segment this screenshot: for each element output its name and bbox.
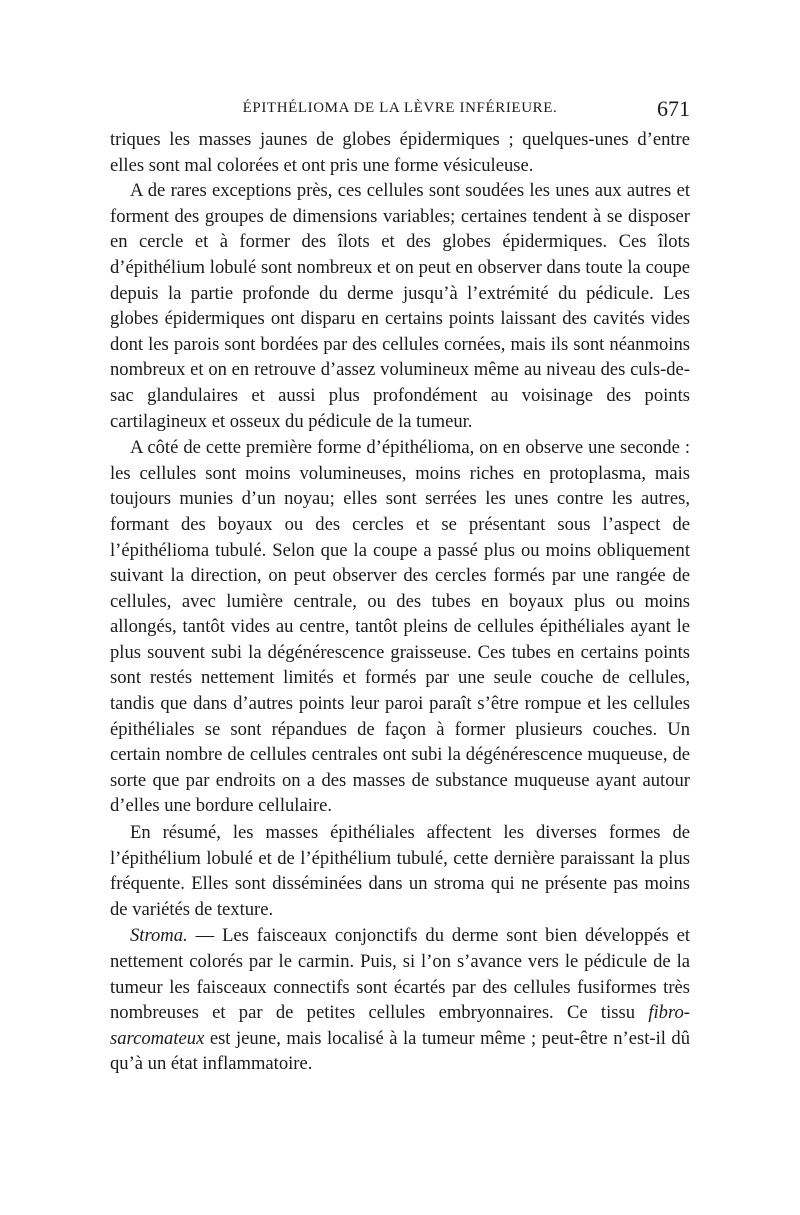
paragraph-5 — [110, 923, 690, 1077]
fibro-sarcomateux-term: fibro-sarcomateux — [110, 1002, 690, 1049]
running-head-title: ÉPITHÉLIOMA DE LA LÈVRE INFÉRIEURE. — [242, 100, 558, 116]
paragraph-5-text-a: — Les faisceaux conjonctifs du derme sont bien développés et nettement colorés par le carmin. Puis, si l’on s’avance vers le pédicule de la tumeur les faisceaux connectifs sont écartés par des cellules fusiformes très nombreuses et par de petites cellules embryonnaires. Ce tissu — [110, 925, 690, 1024]
paragraph-3: A côté de cette première forme d’épithélioma, on en observe une seconde : les cellules sont moins volumineuses, moins riches en protoplasma, mais toujours munies d’un noyau; elles sont serrées les unes contre les autres, formant des boyaux ou des cercles et se présentant sous l’aspect de l’épithélioma tubulé. Selon que la coupe a passé plus ou moins obliquement suivant la direction, on peut observer des cercles formés par une rangée de cellules, avec lumière centrale, ou des tubes en boyaux plus ou moins allongés, tantôt vides au centre, tantôt pleins de cellules épithéliales ayant le plus souvent subi la dégénérescence graisseuse. Ces tubes en certains points sont restés nettement limités et formés par une seule couche de cellules, tandis que dans d’autres points leur paroi paraît s’être rompue et les cellules épithéliales se sont répandues de façon à former plusieurs couches. Un certain nombre de cellules centrales ont subi la dégénérescence muqueuse, de sorte que par endroits on a des masses de substance muqueuse ayant autour d’elles une bordure cellulaire. — [110, 437, 690, 817]
body-text — [110, 127, 690, 1077]
page-number: 671 — [657, 96, 690, 121]
paragraph-5-text-b: est jeune, mais localisé à la tumeur même ; peut-être n’est-il dû qu’à un état inflammatoire. — [110, 1027, 690, 1075]
paragraph-1: triques les masses jaunes de globes épidermiques ; quelques-unes d’entre elles sont mal colorées et ont pris une forme vésiculeuse. — [110, 129, 690, 176]
paragraph-2: A de rares exceptions près, ces cellules sont soudées les unes aux autres et forment des groupes de dimensions variables; certaines tendent à se disposer en cercle et à former des îlots et des globes épidermiques. Ces îlots d’épithélium lobulé sont nombreux et on peut en observer dans toute la coupe depuis la partie profonde du derme jusqu’à l’extrémité du pédicule. Les globes épidermiques ont disparu en certains points laissant des cavités vides dont les parois sont bordées par des cellules cornées, mais ils sont néanmoins nombreux et on en retrouve d’assez volumineux même au niveau des culs-de-sac glandulaires et aussi plus profondément au voisinage des points cartilagineux et osseux du pédicule de la tumeur. — [110, 180, 690, 432]
paragraph-4: En résumé, les masses épithéliales affectent les diverses formes de l’épithélium lobulé et de l’épithélium tubulé, cette dernière paraissant la plus fréquente. Elles sont disséminées dans un stroma qui ne présente pas moins de variétés de texture. — [110, 822, 690, 920]
stroma-label: Stroma. — [130, 925, 188, 947]
running-head — [110, 96, 690, 124]
